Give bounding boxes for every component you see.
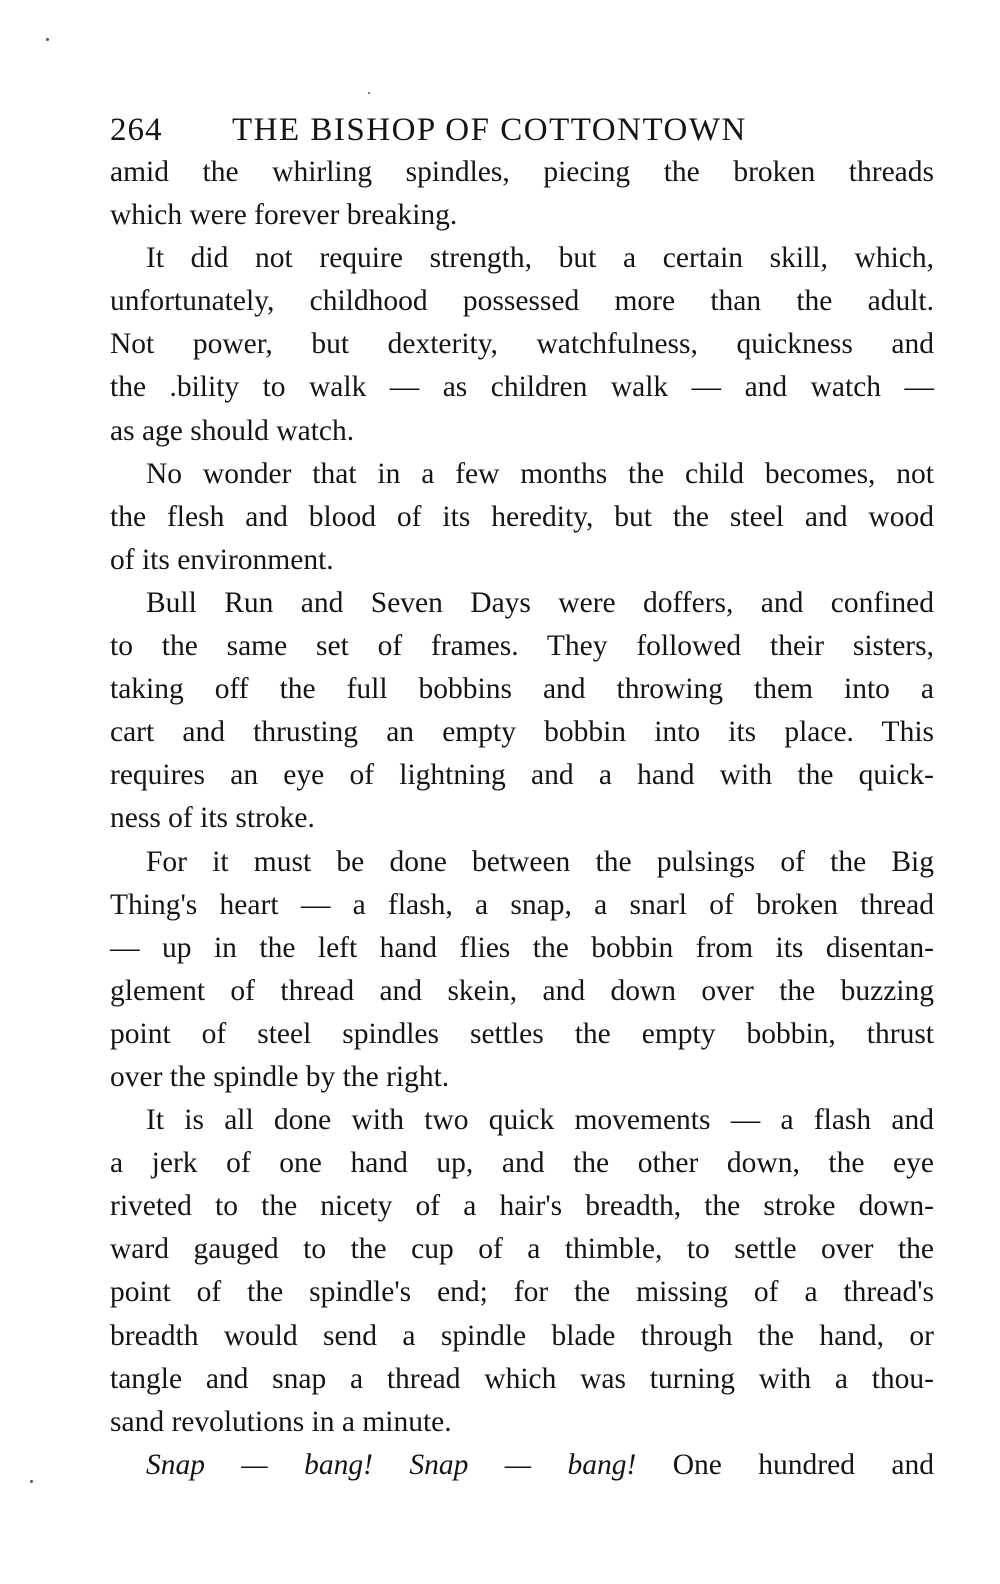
text-line: For it must be done between the pulsings of the Big [146,845,934,878]
paragraph [110,237,934,452]
text-line: as age should watch. [110,414,355,447]
paragraph [110,841,934,1100]
text-line: the flesh and blood of its heredity, but the steel and wood [110,500,934,533]
text-line: ness of its stroke. [110,802,315,835]
text-line: which were forever breaking. [110,199,458,232]
text-line: unfortunately, childhood possessed more than the adult. [110,285,934,318]
paragraph [110,151,934,237]
paragraph [110,1099,934,1444]
final-text-line [110,1444,934,1487]
text-line: point of the spindle's end; for the missing of a thread's [110,1276,934,1309]
paragraph [110,1444,934,1487]
text-line: taking off the full bobbins and throwing them into a [110,673,934,706]
text-line: Thing's heart — a flash, a snap, a snarl of broken thread [110,888,934,921]
text-line: cart and thrusting an empty bobbin into its place. This [110,716,934,749]
text-fragment: One hundred and [672,1448,934,1481]
text-line: of its environment. [110,543,334,576]
text-line: Bull Run and Seven Days were doffers, and confined [146,586,934,619]
text-line: breadth would send a spindle blade through the hand, or [110,1319,934,1352]
text-line: a jerk of one hand up, and the other down, the eye [110,1147,934,1180]
scan-speck [46,38,49,41]
text-line: It did not require strength, but a certain skill, which, [146,242,934,275]
italic-interjection: Snap — bang! [409,1448,637,1481]
text-line: amid the whirling spindles, piecing the broken threads [110,156,934,188]
text-line: Not power, but dexterity, watchfulness, quickness and [110,328,934,361]
text-line: to the same set of frames. They followed their sisters, [110,630,934,663]
text-line: the .bility to walk — as children walk — and watch — [110,371,934,404]
text-line: sand revolutions in a minute. [110,1405,452,1438]
text-line: No wonder that in a few months the child becomes, not [146,457,934,490]
running-title: THE BISHOP OF COTTONTOWN [232,112,747,148]
text-line: over the spindle by the right. [110,1060,450,1093]
page-number: 264 [110,112,163,148]
text-line: glement of thread and skein, and down over the buzzing [110,974,934,1007]
italic-interjection: Snap — bang! [146,1448,373,1481]
text-line: point of steel spindles settles the empty bobbin, thrust [110,1017,934,1050]
text-line: — up in the left hand flies the bobbin from its disentan- [110,931,934,964]
running-header [110,112,934,149]
book-page [110,112,934,1487]
scan-speck [30,1480,33,1483]
paragraph [110,453,934,582]
text-line: riveted to the nicety of a hair's breadth, the stroke down- [110,1190,934,1223]
text-line: requires an eye of lightning and a hand with the quick- [110,759,934,792]
body-text [110,151,934,1487]
text-line: It is all done with two quick movements — a flash and [146,1104,934,1137]
text-line: tangle and snap a thread which was turning with a thou- [110,1362,934,1395]
scan-speck [368,92,370,94]
text-line: ward gauged to the cup of a thimble, to settle over the [110,1233,934,1266]
paragraph [110,582,934,841]
